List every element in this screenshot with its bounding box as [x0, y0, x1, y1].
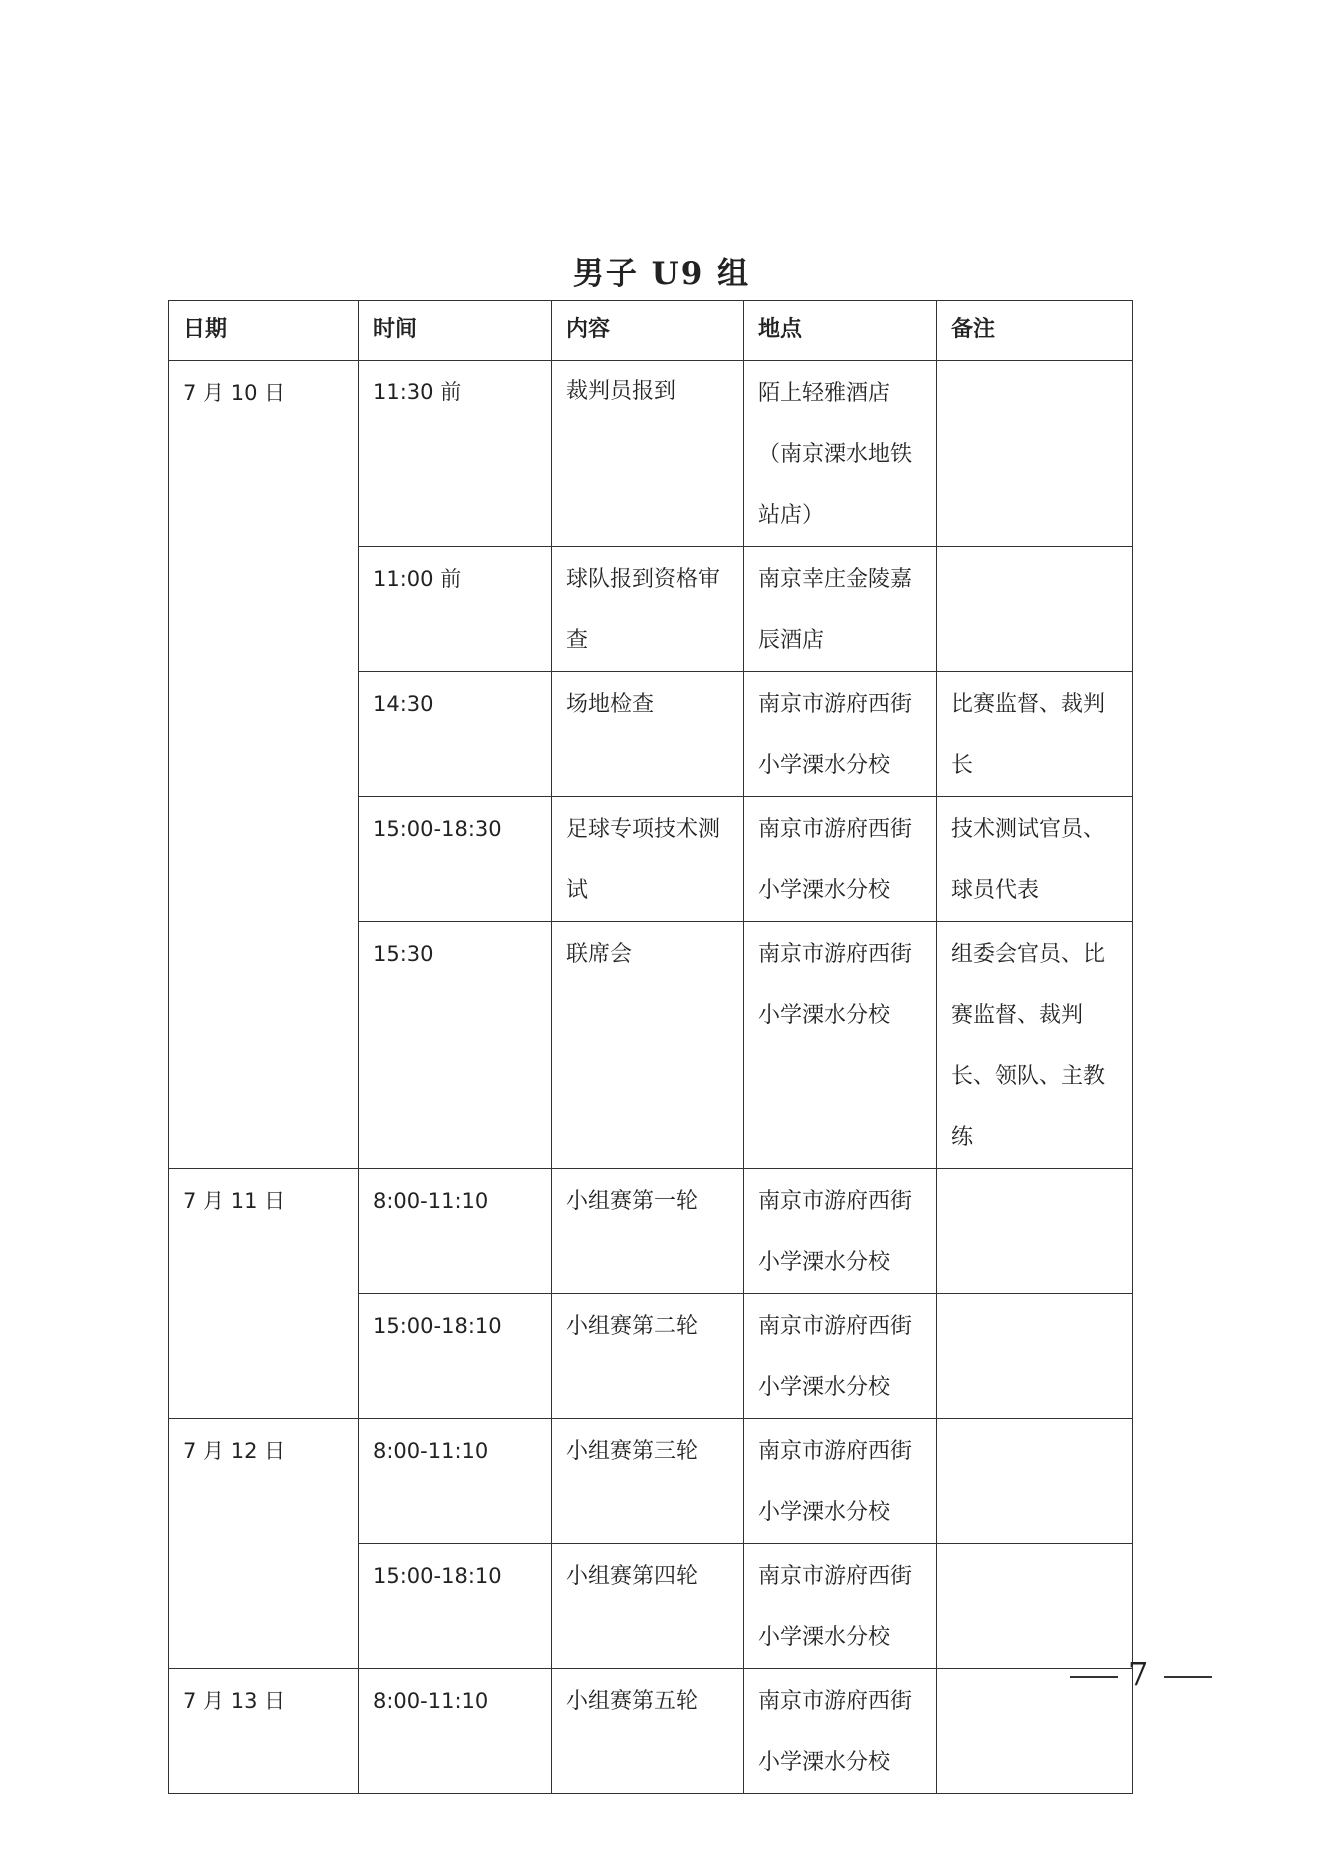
table-row — [169, 1669, 1133, 1794]
content-cell: 球队报到资格审查 — [552, 547, 744, 672]
header-content: 内容 — [552, 301, 744, 361]
content-cell: 小组赛第三轮 — [552, 1419, 744, 1544]
page-number-value: 7 — [1128, 1655, 1155, 1693]
date-cell: 7 月 10 日 — [169, 361, 359, 1169]
location-cell: 陌上轻雅酒店（南京溧水地铁站店） — [744, 361, 937, 547]
date-cell: 7 月 13 日 — [169, 1669, 359, 1794]
note-cell — [937, 547, 1133, 672]
location-cell: 南京市游府西街小学溧水分校 — [744, 1169, 937, 1294]
time-cell: 8:00-11:10 — [359, 1169, 552, 1294]
time-cell: 8:00-11:10 — [359, 1669, 552, 1794]
page-number — [1060, 1655, 1222, 1693]
location-cell: 南京市游府西街小学溧水分校 — [744, 1419, 937, 1544]
location-cell: 南京市游府西街小学溧水分校 — [744, 1294, 937, 1419]
location-cell: 南京市游府西街小学溧水分校 — [744, 672, 937, 797]
right-dash — [1164, 1676, 1212, 1678]
content-cell: 裁判员报到 — [552, 361, 744, 547]
note-cell: 比赛监督、裁判长 — [937, 672, 1133, 797]
schedule-table — [168, 300, 1133, 1794]
date-cell: 7 月 12 日 — [169, 1419, 359, 1669]
location-cell: 南京市游府西街小学溧水分校 — [744, 1544, 937, 1669]
header-date: 日期 — [169, 301, 359, 361]
time-cell: 8:00-11:10 — [359, 1419, 552, 1544]
header-note: 备注 — [937, 301, 1133, 361]
note-cell — [937, 1294, 1133, 1419]
time-cell: 15:00-18:10 — [359, 1294, 552, 1419]
location-cell: 南京市游府西街小学溧水分校 — [744, 922, 937, 1169]
table-row — [169, 361, 1133, 547]
note-cell — [937, 1544, 1133, 1669]
note-cell — [937, 361, 1133, 547]
note-cell: 技术测试官员、球员代表 — [937, 797, 1133, 922]
content-cell: 足球专项技术测试 — [552, 797, 744, 922]
content-cell: 小组赛第二轮 — [552, 1294, 744, 1419]
content-cell: 小组赛第一轮 — [552, 1169, 744, 1294]
location-cell: 南京幸庄金陵嘉辰酒店 — [744, 547, 937, 672]
page-title: 男子 U9 组 — [572, 256, 751, 292]
time-cell: 15:30 — [359, 922, 552, 1169]
location-cell: 南京市游府西街小学溧水分校 — [744, 797, 937, 922]
header-location: 地点 — [744, 301, 937, 361]
time-cell: 11:30 前 — [359, 361, 552, 547]
time-cell: 14:30 — [359, 672, 552, 797]
content-cell: 小组赛第五轮 — [552, 1669, 744, 1794]
time-cell: 15:00-18:30 — [359, 797, 552, 922]
table-row — [169, 1419, 1133, 1544]
content-cell: 场地检查 — [552, 672, 744, 797]
note-cell — [937, 1169, 1133, 1294]
content-cell: 小组赛第四轮 — [552, 1544, 744, 1669]
note-cell: 组委会官员、比赛监督、裁判长、领队、主教练 — [937, 922, 1133, 1169]
note-cell — [937, 1419, 1133, 1544]
date-cell: 7 月 11 日 — [169, 1169, 359, 1419]
content-cell: 联席会 — [552, 922, 744, 1169]
location-cell: 南京市游府西街小学溧水分校 — [744, 1669, 937, 1794]
table-row — [169, 1169, 1133, 1294]
header-time: 时间 — [359, 301, 552, 361]
left-dash — [1070, 1676, 1118, 1678]
time-cell: 15:00-18:10 — [359, 1544, 552, 1669]
table-header-row — [169, 301, 1133, 361]
time-cell: 11:00 前 — [359, 547, 552, 672]
